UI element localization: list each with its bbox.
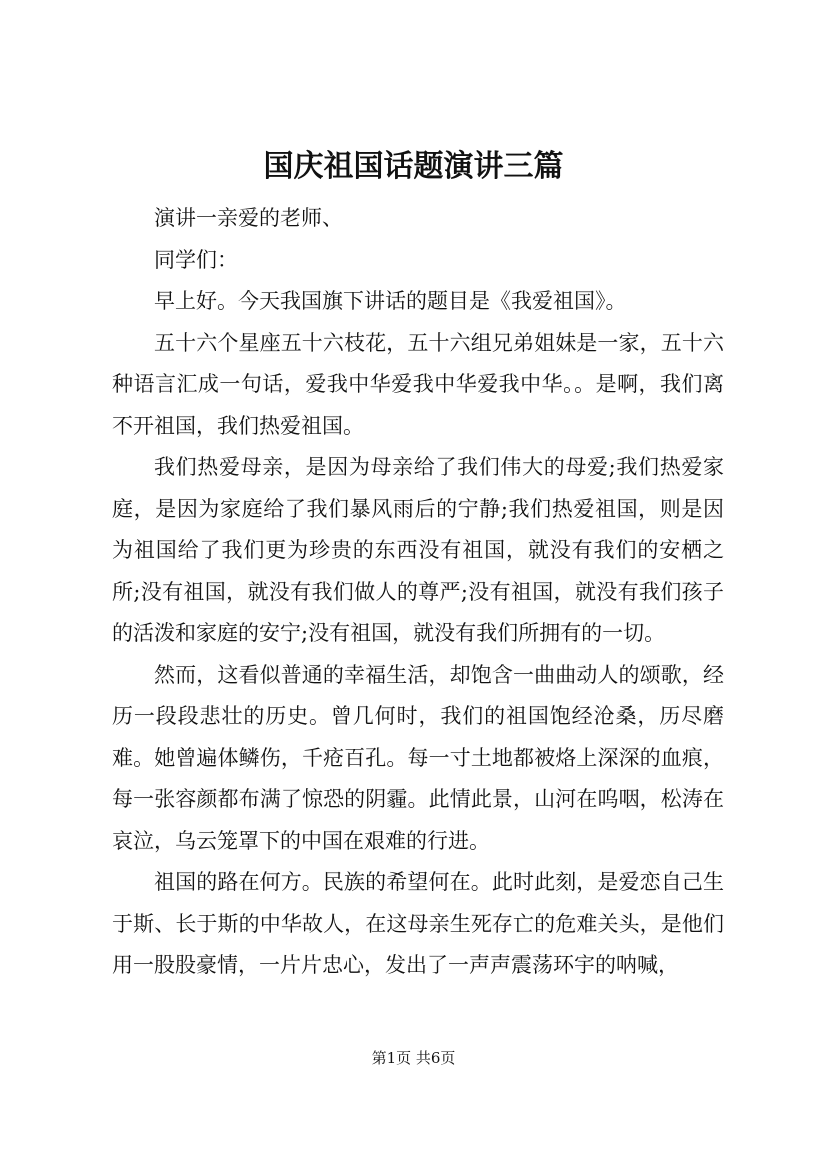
paragraph-body: 我们热爱母亲，是因为母亲给了我们伟大的母爱;我们热爱家庭，是因为家庭给了我们暴风雨后的宁静;我们热爱祖国，则是因为祖国给了我们更为珍贵的东西没有祖国，就没有我们的安栖之所;没有祖国，就没有我们做人的尊严;没有祖国，就没有我们孩子的活泼和家庭的安宁;没有祖国，就没有我们所拥有的一切。 — [112, 455, 724, 645]
document-title: 国庆祖国话题演讲三篇 — [263, 149, 564, 184]
page-number-footer: 第1页 共6页 — [371, 1049, 456, 1067]
paragraph-opening: 早上好。今天我国旗下讲话的题目是《我爱祖国》。 — [154, 289, 627, 313]
paragraph-address: 同学们： — [154, 247, 238, 272]
paragraph-body: 然而，这看似普通的幸福生活，却饱含一曲曲动人的颂歌，经历一段段悲壮的历史。曾几何时，我们的祖国饱经沧桑，历尽磨难。她曾遍体鳞伤，千疮百孔。每一寸土地都被烙上深深的血痕，每一张容颜都布满了惊恐的阴霾。此情此景，山河在呜咽，松涛在哀泣，乌云笼罩下的中国在艰难的行进。 — [112, 662, 724, 853]
document-body — [112, 198, 724, 987]
paragraph-body: 五十六个星座五十六枝花，五十六组兄弟姐妹是一家，五十六种语言汇成一句话，爱我中华爱我中华爱我中华。。是啊，我们离不开祖国，我们热爱祖国。 — [112, 330, 724, 438]
paragraph-body: 祖国的路在何方。民族的希望何在。此时此刻，是爱恋自己生于斯、长于斯的中华故人，在这母亲生死存亡的危难关头，是他们用一股股豪情，一片片忠心，发出了一声声震荡环宇的呐喊， — [112, 870, 724, 977]
paragraph-greeting: 演讲一亲爱的老师、 — [154, 206, 343, 230]
